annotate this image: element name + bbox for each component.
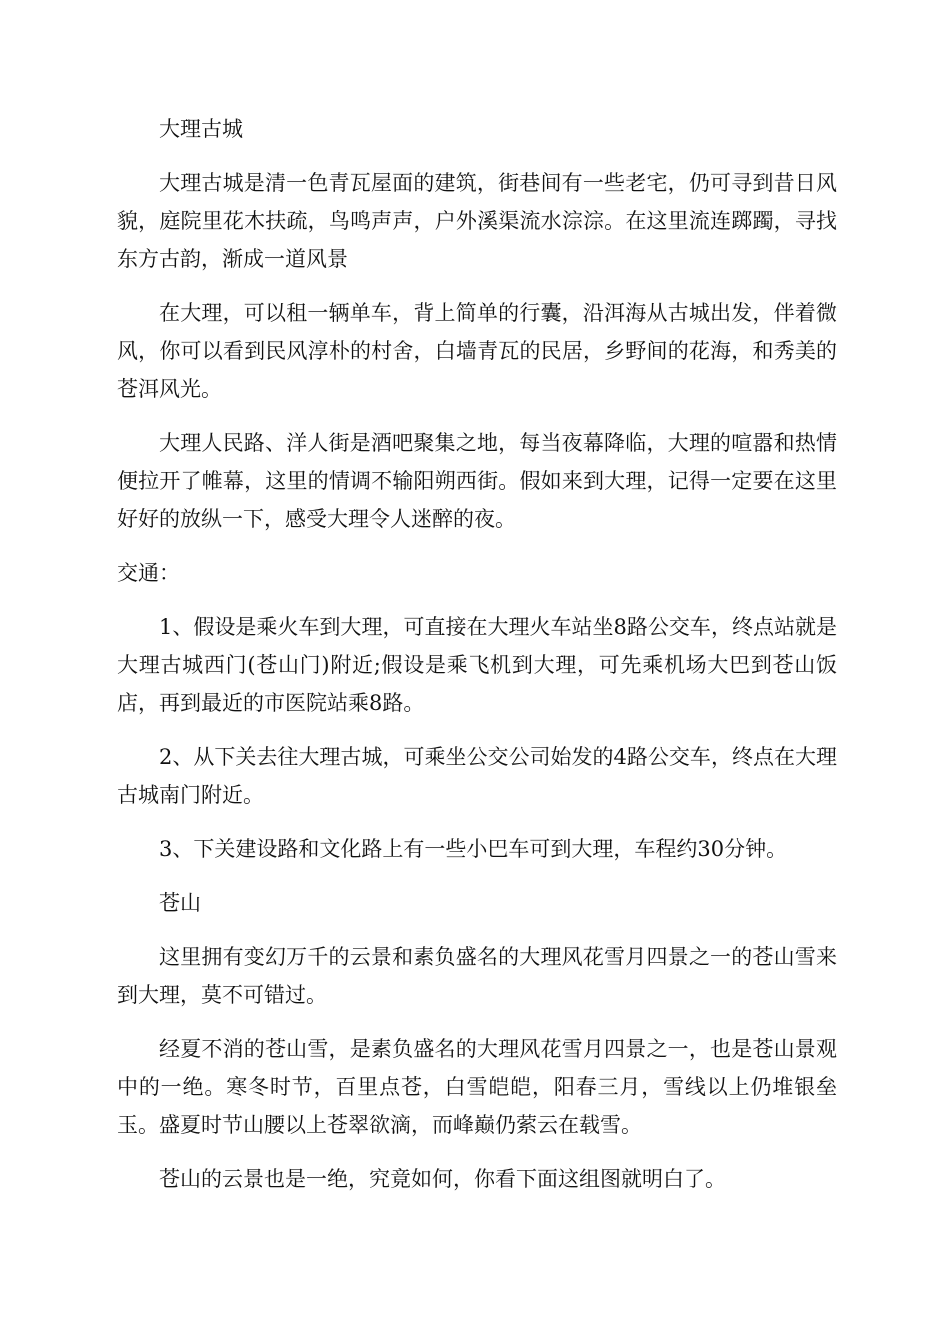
- paragraph: 大理古城是清一色青瓦屋面的建筑，街巷间有一些老宅，仍可寻到昔日风貌，庭院里花木扶疏，鸟鸣声声，户外溪渠流水淙淙。在这里流连踯躅，寻找东方古韵，渐成一道风景: [117, 171, 837, 271]
- section-heading-cangshan: 苍山: [159, 891, 201, 915]
- paragraph: 这里拥有变幻万千的云景和素负盛名的大理风花雪月四景之一的苍山雪来到大理，莫不可错过。: [117, 945, 837, 1007]
- document-body: [117, 110, 837, 1214]
- list-item: 3、下关建设路和文化路上有一些小巴车可到大理，车程约30分钟。: [159, 837, 788, 861]
- list-item: 2、从下关去往大理古城，可乘坐公交公司始发的4路公交车，终点在大理古城南门附近。: [117, 745, 837, 807]
- section-heading-transport: 交通：: [117, 561, 180, 585]
- paragraph: 经夏不消的苍山雪，是素负盛名的大理风花雪月四景之一，也是苍山景观中的一绝。寒冬时节，百里点苍，白雪皑皑，阳春三月，雪线以上仍堆银垒玉。盛夏时节山腰以上苍翠欲滴，而峰巅仍萦云在载雪。: [117, 1037, 837, 1137]
- section-heading-dali-old-town: 大理古城: [159, 117, 243, 141]
- list-item: 1、假设是乘火车到大理，可直接在大理火车站坐8路公交车，终点站就是大理古城西门(苍山门)附近;假设是乘飞机到大理，可先乘机场大巴到苍山饭店，再到最近的市医院站乘8路。: [117, 615, 837, 715]
- paragraph: 大理人民路、洋人街是酒吧聚集之地，每当夜幕降临，大理的喧嚣和热情便拉开了帷幕，这里的情调不输阳朔西街。假如来到大理，记得一定要在这里好好的放纵一下，感受大理令人迷醉的夜。: [117, 431, 837, 531]
- paragraph: 在大理，可以租一辆单车，背上简单的行囊，沿洱海从古城出发，伴着微风，你可以看到民风淳朴的村舍，白墙青瓦的民居，乡野间的花海，和秀美的苍洱风光。: [117, 301, 837, 401]
- paragraph: 苍山的云景也是一绝，究竟如何，你看下面这组图就明白了。: [159, 1167, 726, 1191]
